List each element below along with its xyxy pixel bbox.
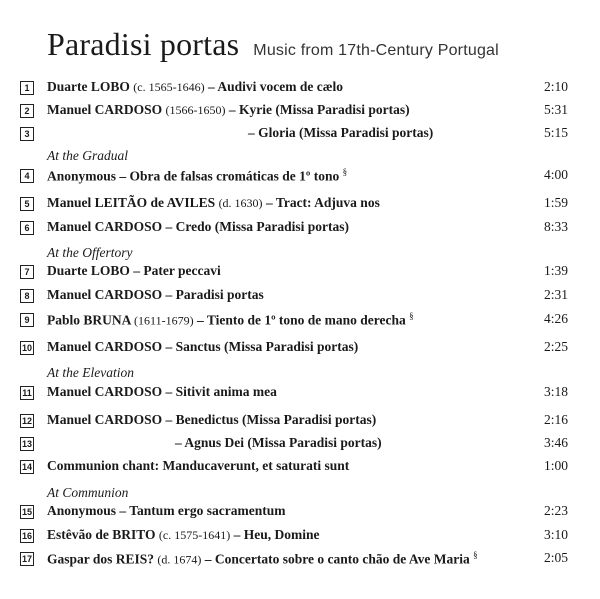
track-number: 7: [20, 265, 34, 279]
section-heading-communion: At Communion: [47, 485, 129, 500]
track-text: [47, 102, 410, 118]
track-title: – Pater peccavi: [133, 263, 221, 278]
section-mark: §: [473, 550, 478, 560]
track-duration: 1:39: [543, 263, 568, 278]
track-title: – Agnus Dei (Missa Paradisi portas): [175, 435, 382, 450]
track-title: – Sanctus (Missa Paradisi portas): [165, 339, 359, 354]
track-composer: Manuel CARDOSO: [47, 412, 163, 427]
track-row-16: [20, 527, 568, 547]
track-row-11: [20, 384, 568, 404]
track-row-14: [20, 458, 568, 478]
track-text: [47, 287, 264, 303]
track-dates: (1611-1679): [134, 313, 194, 328]
track-row-17: [20, 550, 568, 570]
track-duration: 8:33: [543, 219, 568, 234]
track-number: 10: [21, 343, 32, 353]
track-row-4: [20, 167, 568, 187]
track-duration: 2:25: [543, 339, 568, 354]
track-duration: 2:05: [543, 550, 568, 565]
track-duration: 2:31: [543, 287, 568, 302]
track-text: [47, 458, 349, 474]
track-text: [47, 79, 343, 95]
track-composer: Pablo BRUNA: [47, 312, 131, 328]
track-text: [47, 167, 347, 185]
track-composer: Duarte LOBO: [47, 79, 130, 94]
title-row: [47, 26, 499, 63]
track-duration: 1:00: [543, 458, 568, 473]
track-duration: 3:46: [543, 435, 568, 450]
track-duration: 2:16: [543, 412, 568, 427]
track-title: – Tiento de 1º tono de mano derecha: [196, 312, 406, 328]
track-duration: 5:31: [543, 102, 568, 117]
track-text: [47, 339, 358, 355]
track-dates: (c. 1565-1646): [133, 80, 205, 94]
track-composer: Manuel CARDOSO: [47, 339, 163, 354]
track-number: 16: [21, 531, 32, 541]
track-number: 8: [20, 289, 34, 303]
section-heading-offertory: At the Offertory: [47, 245, 133, 260]
track-text: [248, 125, 433, 141]
track-title: – Tract: Adjuva nos: [265, 195, 380, 210]
track-row-5: [20, 195, 568, 215]
track-text: [47, 550, 478, 568]
section-heading-elevation: At the Elevation: [47, 365, 134, 380]
track-title: – Audivi vocem de cælo: [207, 79, 343, 94]
track-row-8: [20, 287, 568, 307]
track-number: 5: [20, 197, 34, 211]
track-title: – Sitivit anima mea: [165, 384, 277, 399]
track-title: – Tantum ergo sacramentum: [119, 503, 286, 518]
track-text: [47, 527, 319, 543]
track-row-10: [20, 339, 568, 359]
track-number: 15: [21, 507, 32, 517]
track-composer: Estêvão de BRITO: [47, 527, 156, 542]
track-row-13: [20, 435, 568, 455]
track-text: [47, 195, 380, 211]
track-dates: (d. 1630): [218, 196, 263, 210]
track-text: [47, 311, 414, 329]
track-number: 12: [21, 416, 32, 426]
track-row-12: [20, 412, 568, 432]
track-composer: Manuel CARDOSO: [47, 287, 163, 302]
track-composer: Manuel CARDOSO: [47, 102, 163, 117]
track-text: [47, 263, 221, 279]
track-duration: 4:26: [543, 311, 568, 326]
track-row-6: [20, 219, 568, 239]
track-title: Manducaverunt, et saturati sunt: [162, 458, 350, 473]
section-heading-gradual: At the Gradual: [47, 148, 128, 163]
page-subtitle: Music from 17th-Century Portugal: [253, 42, 499, 59]
track-title: – Concertato sobre o canto chão de Ave Maria: [204, 551, 470, 567]
track-duration: 2:23: [543, 503, 568, 518]
track-row-7: [20, 263, 568, 283]
track-title: – Heu, Domine: [233, 527, 320, 542]
track-row-3: [20, 125, 568, 145]
track-dates: (1566-1650): [165, 103, 226, 117]
track-dates: (d. 1674): [157, 552, 202, 567]
track-number: 14: [21, 462, 32, 472]
track-number: 17: [21, 554, 32, 564]
section-mark: §: [409, 311, 414, 321]
track-number: 3: [20, 127, 34, 141]
track-text: [175, 435, 382, 451]
track-duration: 2:10: [543, 79, 568, 94]
track-row-9: [20, 311, 568, 331]
track-duration: 3:18: [543, 384, 568, 399]
track-composer: Anonymous: [47, 503, 117, 518]
track-title: – Kyrie (Missa Paradisi portas): [228, 102, 410, 117]
track-number: 1: [20, 81, 34, 95]
track-text: [47, 503, 286, 519]
track-composer: Communion chant:: [47, 458, 160, 473]
track-title: – Benedictus (Missa Paradisi portas): [165, 412, 377, 427]
track-row-2: [20, 102, 568, 122]
track-number: 6: [20, 221, 34, 235]
track-text: [47, 219, 349, 235]
page-title: Paradisi portas: [47, 26, 240, 62]
track-composer: Manuel LEITÃO de AVILES: [47, 195, 216, 210]
track-number: 11: [20, 386, 34, 400]
track-composer: Manuel CARDOSO: [47, 384, 163, 399]
track-title: – Gloria (Missa Paradisi portas): [248, 125, 434, 140]
track-title: – Paradisi portas: [165, 287, 264, 302]
track-title: – Obra de falsas cromáticas de 1º tono: [119, 168, 340, 184]
track-composer: Manuel CARDOSO: [47, 219, 163, 234]
track-text: [47, 412, 376, 428]
track-number: 13: [21, 439, 32, 449]
track-duration: 4:00: [543, 167, 568, 182]
track-number: 2: [20, 104, 34, 118]
track-number: 9: [20, 313, 34, 327]
track-row-15: [20, 503, 568, 523]
track-row-1: [20, 79, 568, 99]
track-duration: 1:59: [543, 195, 568, 210]
track-text: [47, 384, 277, 400]
track-duration: 5:15: [543, 125, 568, 140]
track-composer: Anonymous: [47, 168, 117, 184]
track-duration: 3:10: [543, 527, 568, 542]
track-title: – Credo (Missa Paradisi portas): [165, 219, 350, 234]
track-composer: Gaspar dos REIS?: [47, 551, 155, 567]
track-number: 4: [20, 169, 34, 183]
track-dates: (c. 1575-1641): [158, 528, 231, 542]
track-composer: Duarte LOBO: [47, 263, 130, 278]
section-mark: §: [342, 167, 348, 177]
